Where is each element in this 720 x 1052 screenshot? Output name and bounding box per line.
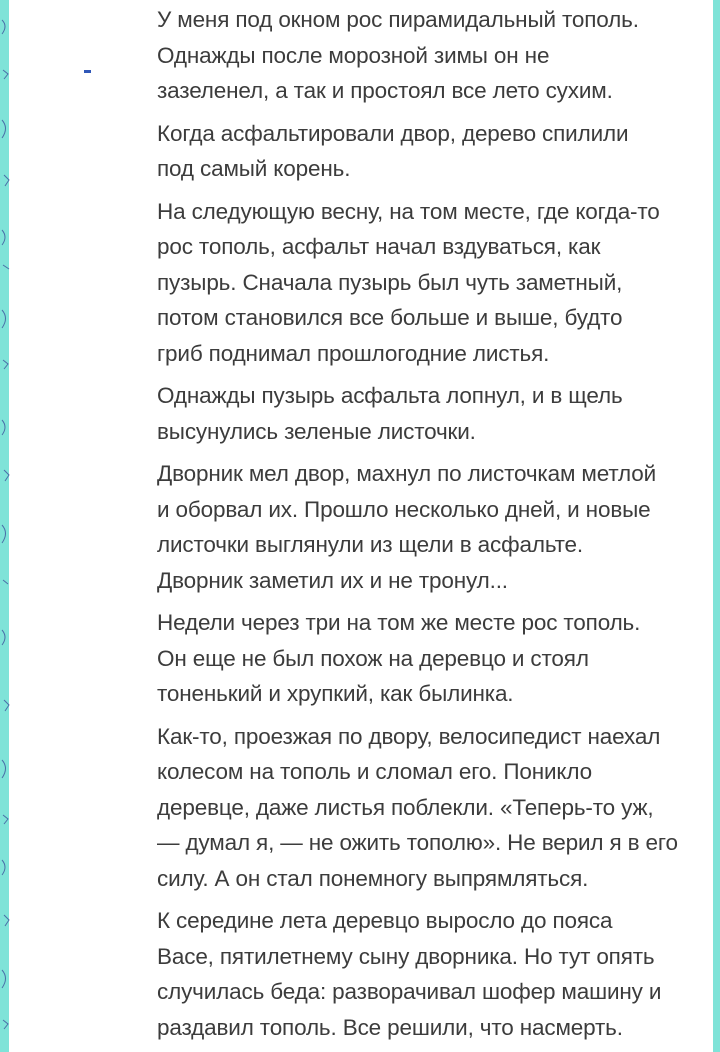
text-line: гриб поднимал прошлогодние листья. xyxy=(157,340,550,366)
right-page-border xyxy=(713,0,720,1052)
text-line: Недели через три на том же месте рос тополь. xyxy=(157,610,641,635)
doodle-decoration-left xyxy=(0,0,14,1052)
text-line: Дворник мел двор, махнул по листочкам метлой xyxy=(157,461,656,486)
text-line: под самый корень. xyxy=(157,156,351,181)
text-line: пузырь. Сначала пузырь был чуть заметный, xyxy=(157,269,623,295)
paragraph xyxy=(157,719,705,897)
paragraph xyxy=(157,605,705,712)
text-line: силу. А он стал понемногу выпрямляться. xyxy=(157,865,589,891)
text-line: Однажды пузырь асфальта лопнул, и в щель xyxy=(157,383,623,408)
text-line: Он еще не был похож на деревцо и стоял xyxy=(157,645,589,671)
text-line: У меня под окном рос пирамидальный тополь. xyxy=(157,7,639,32)
margin-dash-mark xyxy=(84,70,91,73)
paragraph xyxy=(157,116,705,187)
text-line: На следующую весну, на том месте, где когда-то xyxy=(157,198,660,224)
text-line: потом становился все больше и выше, будто xyxy=(157,305,623,330)
text-line: колесом на тополь и сломал его. Поникло xyxy=(157,759,592,784)
text-line: К середине лета деревцо выросло до пояса xyxy=(157,908,613,933)
paragraph xyxy=(157,456,705,598)
text-line: рос тополь, асфальт начал вздуваться, как xyxy=(157,234,601,259)
text-line: высунулись зеленые листочки. xyxy=(157,418,476,444)
text-line: Васе, пятилетнему сыну дворника. Но тут опять xyxy=(157,943,655,969)
text-line: и оборвал их. Прошло несколько дней, и новые xyxy=(157,496,651,522)
text-line: листочки выглянули из щели в асфальте. xyxy=(157,532,583,557)
text-line: деревце, даже листья поблекли. «Теперь-то уж, xyxy=(157,794,654,820)
paragraph xyxy=(157,194,705,372)
paragraph xyxy=(157,903,705,1045)
story-text xyxy=(157,2,705,1052)
text-line: Дворник заметил их и не тронул... xyxy=(157,567,508,593)
text-line: случилась беда: разворачивал шофер машину и xyxy=(157,979,662,1004)
text-line: — думал я, — не ожить тополю». Не верил я в его xyxy=(157,830,678,855)
text-line: зазеленел, а так и простоял все лето сухим. xyxy=(157,78,613,103)
text-line: Когда асфальтировали двор, дерево спилили xyxy=(157,120,629,146)
paragraph xyxy=(157,2,705,109)
text-line: тоненький и хрупкий, как былинка. xyxy=(157,681,514,706)
text-line: раздавил тополь. Все решили, что насмерть. xyxy=(157,1014,623,1040)
text-line: Как-то, проезжая по двору, велосипедист наехал xyxy=(157,723,661,749)
text-line: Однажды после морозной зимы он не xyxy=(157,42,550,68)
paragraph xyxy=(157,378,705,449)
